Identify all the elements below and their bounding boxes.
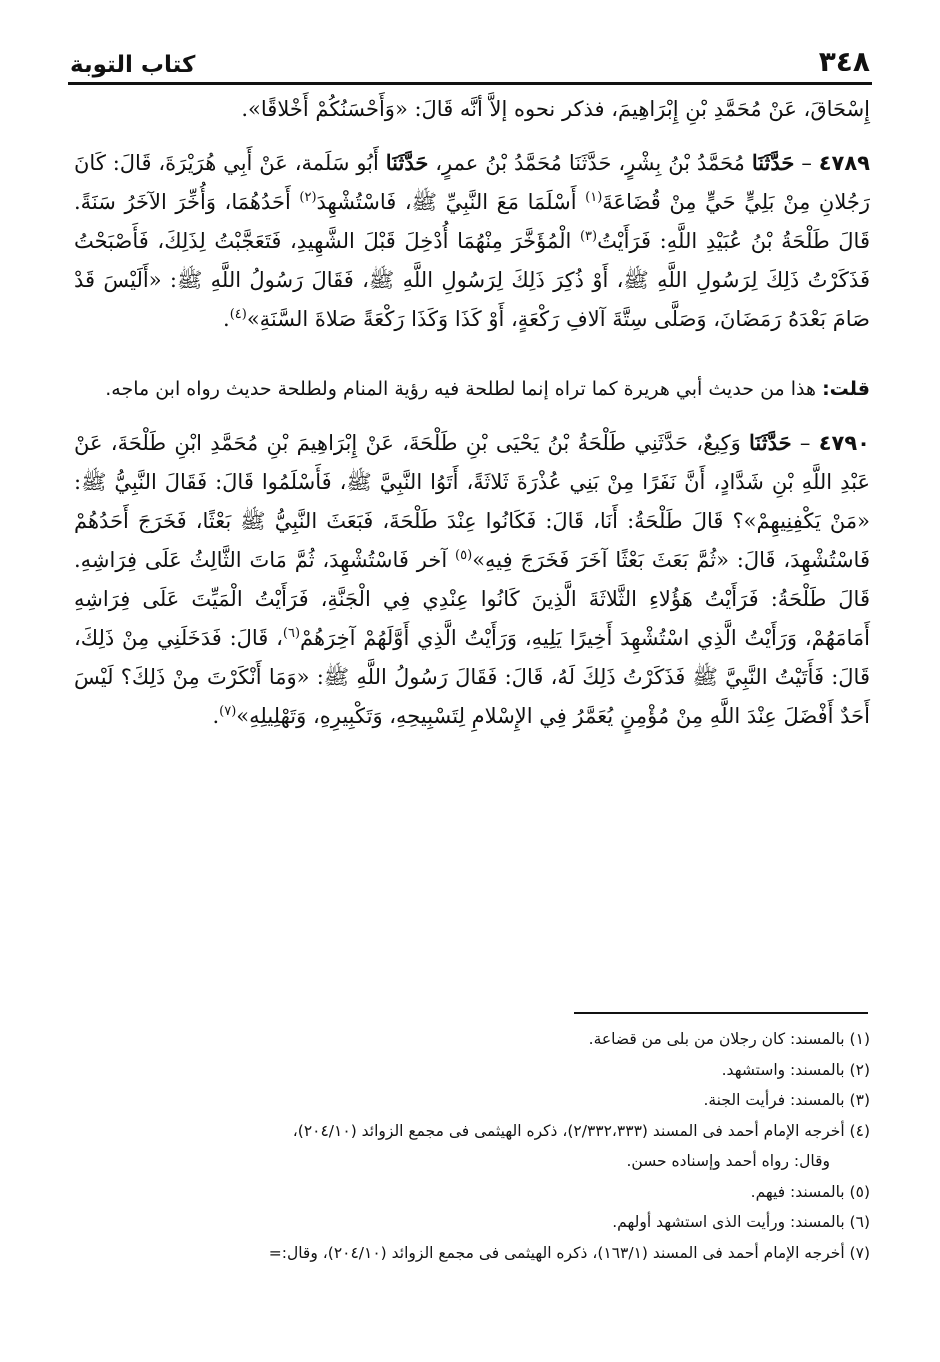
continuation-paragraph: إِسْحَاقَ، عَنْ مُحَمَّدِ بْنِ إِبْرَاهِيمَ، فذكر نحوه إلاَّ أنَّه قَالَ: «وَأَحْسَنُكُمْ أَخْلاقًا». <box>241 97 870 121</box>
footnote-4: (٤) أخرجه الإمام أحمد فى المسند (٢/٣٣٢،٣٣٣)، ذكره الهيثمى فى مجمع الزوائد (٢٠٤/١٠)، <box>292 1121 870 1140</box>
footnote-5: (٥) بالمسند: فيهم. <box>750 1182 870 1201</box>
main-text <box>74 90 870 736</box>
hadith-number: ٤٧٨٩ <box>818 151 871 175</box>
hadith-text: أَحَدُهُمَا، وَأُخِّرَ الآخَرُ سَنَةً. قَالَ طَلْحَةُ بْنُ عُبَيْدِ اللَّهِ: فَرَأَيْتُ <box>74 190 870 253</box>
hadith-text: أَبُو سَلَمة، عَنْ أَبِي هُرَيْرَةَ، قَالَ: كَانَ رَجُلانِ مِنْ بَلِيٍّ حَيٍّ مِنْ قُضَاعَةَ <box>74 151 870 214</box>
narration-keyword: حَدَّثَنَا <box>385 150 429 175</box>
editor-note <box>74 369 870 409</box>
hadith-4790 <box>74 423 870 736</box>
footnote-7: (٧) أخرجه الإمام أحمد فى المسند (١٦٣/١)، ذكره الهيثمى فى مجمع الزوائد (٢٠٤/١٠)، وقال:= <box>268 1243 870 1262</box>
footnote-1: (١) بالمسند: كان رجلان من بلى من قضاعة. <box>588 1030 870 1048</box>
hadith-text: الْمُؤَخَّرَ مِنْهُمَا أُدْخِلَ قَبْلَ الشَّهِيدِ، فَتَعَجَّبْتُ لِذَلِكَ، فَأَصْبَحْتُ فَذَكَرْتُ ذَلِكَ لِرَسُولِ اللَّهِ ﷺ، أَوْ ذُكِرَ ذَلِكَ لِرَسُولِ اللَّهِ ﷺ، فَقَالَ رَسُولُ اللَّهِ ﷺ: «أَلَيْسَ قَدْ صَامَ بَعْدَهُ رَمَضَانَ، وَصَلَّى سِتَّةَ آلافِ رَكْعَةٍ، أَوْ كَذَا وَكَذَا رَكْعَةً صَلاةَ السَّنَةِ» <box>74 229 870 331</box>
note-label: قلت: <box>822 378 870 400</box>
footnote-separator <box>574 1012 868 1014</box>
footnote-ref: (٦) <box>282 626 301 641</box>
number-dash: – <box>794 151 819 175</box>
hadith-text: أَسْلَمَا مَعَ النَّبِيِّ ﷺ، فَاسْتُشْهِدَ <box>316 190 586 214</box>
footnotes <box>74 1024 870 1268</box>
hadith-number: ٤٧٩٠ <box>818 431 870 455</box>
footnote-4-continued: وقال: رواه أحمد وإسناده حسن. <box>626 1152 830 1170</box>
narration-keyword: حَدَّثَنَا <box>751 150 795 175</box>
page-header <box>70 38 870 78</box>
number-dash: – <box>791 431 819 455</box>
footnote-ref: (٢) <box>299 190 317 205</box>
page-number: ٣٤٨ <box>818 45 870 78</box>
narration-keyword: حَدَّثَنَا <box>749 430 792 455</box>
footnote-ref: (٣) <box>579 229 598 244</box>
note-text: هذا من حديث أبي هريرة كما تراه إنما لطلحة فيه رؤية المنام ولطلحة حديث رواه ابن ماجه. <box>105 378 823 400</box>
footnote-ref: (١) <box>585 190 603 205</box>
hadith-text: ، قَالَ: فَدَخَلَنِي مِنْ ذَلِكَ، قَالَ: فَأَتَيْتُ النَّبِيَّ ﷺ فَذَكَرْتُ ذَلِكَ لَهُ، قَالَ: فَقَالَ رَسُولُ اللَّهِ ﷺ: «وَمَا أَنْكَرْتَ مِنْ ذَلِكَ؟ لَيْسَ أَحَدٌ أَفْضَلَ عِنْدَ اللَّهِ مِنْ مُؤْمِنٍ يُعَمَّرُ فِي الإِسْلامِ لِتَسْبِيحِهِ، وَتَكْبِيرِهِ، وَتَهْلِيلِهِ» <box>74 626 870 728</box>
hadith-text: . <box>223 307 230 331</box>
footnote-ref: (٥) <box>455 548 473 563</box>
footnote-ref: (٧) <box>219 704 237 719</box>
header-rule <box>68 82 872 85</box>
hadith-text: آخر فَاسْتُشْهِدَ، ثُمَّ مَاتَ الثَّالِثُ عَلَى فِرَاشِهِ. قَالَ طَلْحَةُ: فَرَأَيْتُ هَؤُلاءِ الثَّلاثَةَ الَّذِينَ كَانُوا عِنْدِي فِي الْجَنَّةِ، فَرَأَيْتُ الْمَيِّتَ عَلَى فِرَاشِهِ أَمَامَهُمْ، وَرَأَيْتُ الَّذِي اسْتُشْهِدَ أَخِيرًا يَلِيهِ، وَرَأَيْتُ الَّذِي أَوَّلَهُمْ آخِرَهُمْ <box>74 548 870 650</box>
footnote-2: (٢) بالمسند: واستشهد. <box>721 1060 870 1079</box>
hadith-text: . <box>212 704 220 728</box>
running-title: كتاب التوبة <box>70 52 196 78</box>
hadith-4789 <box>74 143 870 339</box>
hadith-text: وَكِيعٌ، حَدَّثَنِي طَلْحَةُ بْنُ يَحْيَى بْنِ طَلْحَةَ، عَنْ إِبْرَاهِيمَ بْنِ مُحَمَّدِ ابْنِ طَلْحَةَ، عَنْ عَبْدِ اللَّهِ بْنِ شَدَّادٍ، أَنَّ نَفَرًا مِنْ بَنِي عُذْرَةَ ثَلاثَةً، أَتَوُا النَّبِيَّ ﷺ، فَأَسْلَمُوا قَالَ: فَقَالَ النَّبِيُّ ﷺ: «مَنْ يَكْفِنِيهِمْ»؟ قَالَ طَلْحَةُ: أَنَا، قَالَ: فَكَانُوا عِنْدَ طَلْحَةَ، فَبَعَثَ النَّبِيُّ ﷺ بَعْثًا، فَخَرَجَ أَحَدُهُمْ فَاسْتُشْهِدَ، قَالَ: «ثُمَّ بَعَثَ بَعْثًا آخَرَ فَخَرَجَ فِيهِ» <box>74 431 870 572</box>
hadith-text: مُحَمَّدُ بْنُ بِشْرٍ، حَدَّثَنَا مُحَمَّدُ بْنُ عمرٍ، <box>428 151 752 175</box>
footnote-3: (٣) بالمسند: فرأيت الجنة. <box>703 1091 870 1109</box>
footnote-ref: (٤) <box>229 307 247 322</box>
footnote-6: (٦) بالمسند: ورأيت الذى استشهد أولهم. <box>612 1213 870 1231</box>
